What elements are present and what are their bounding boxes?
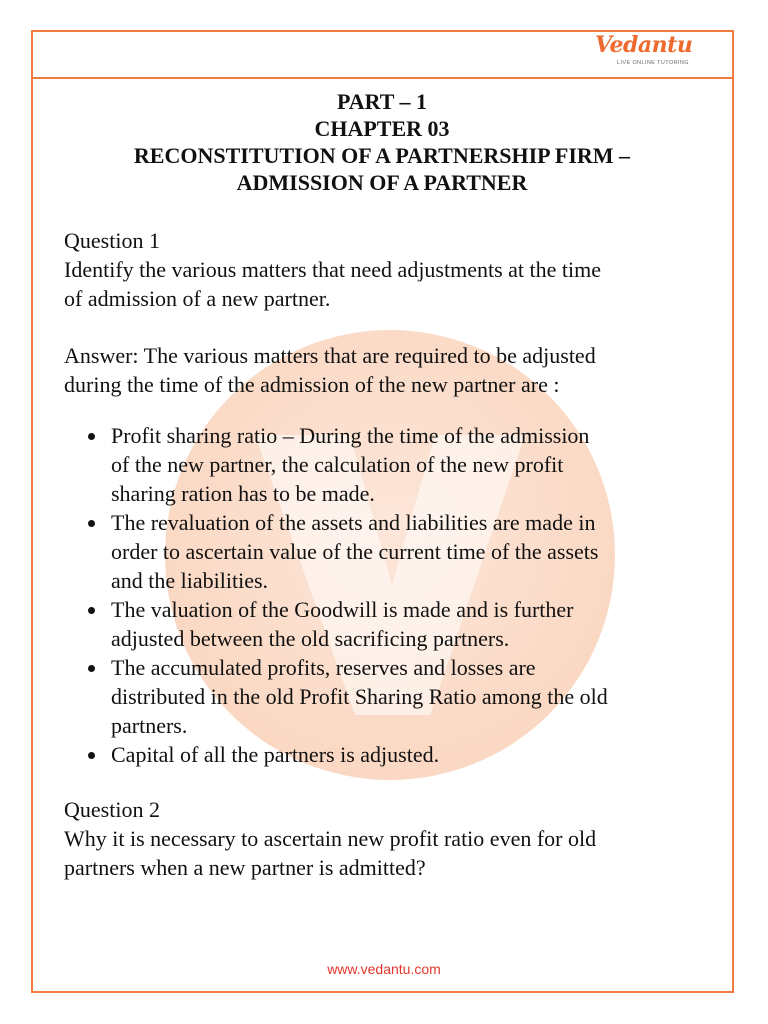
bullet-line: Profit sharing ratio – During the time of the admission [111, 423, 590, 448]
bullet-icon [88, 752, 95, 759]
question-1-label: Question 1 [64, 228, 160, 253]
answer-1-line-2: during the time of the admission of the new partner are : [64, 372, 560, 397]
header-divider [33, 77, 732, 79]
bullet-line: The revaluation of the assets and liabilities are made in [111, 510, 596, 535]
question-1-text-line-2: of admission of a new partner. [64, 286, 331, 311]
bullet-item [64, 653, 704, 740]
bullet-icon [88, 665, 95, 672]
bullet-icon [88, 520, 95, 527]
bullet-line: order to ascertain value of the current time of the assets [111, 539, 599, 564]
part-title: PART – 1 [336, 89, 428, 114]
bullet-line: of the new partner, the calculation of the new profit [111, 452, 564, 477]
vedantu-logo [595, 32, 705, 72]
answer-1-bullet-list [64, 421, 704, 769]
chapter-title-line-2: ADMISSION OF A PARTNER [236, 170, 528, 195]
bullet-item [64, 508, 704, 595]
document-body [64, 88, 704, 882]
chapter-heading [60, 88, 704, 196]
bullet-icon [88, 607, 95, 614]
question-2-text-line-2: partners when a new partner is admitted? [64, 855, 426, 880]
bullet-line: sharing ration has to be made. [111, 481, 375, 506]
question-2-text-line-1: Why it is necessary to ascertain new profit ratio even for old [64, 826, 597, 851]
bullet-line: distributed in the old Profit Sharing Ratio among the old [111, 684, 608, 709]
bullet-line: Capital of all the partners is adjusted. [111, 742, 440, 767]
answer-1-line-1: Answer: The various matters that are required to be adjusted [64, 343, 596, 368]
logo-wordmark: Vedantu [595, 32, 693, 58]
bullet-item [64, 421, 704, 508]
bullet-line: The valuation of the Goodwill is made and is further [111, 597, 574, 622]
chapter-number: CHAPTER 03 [314, 116, 450, 141]
bullet-icon [88, 433, 95, 440]
chapter-title-line-1: RECONSTITUTION OF A PARTNERSHIP FIRM – [133, 143, 631, 168]
bullet-line: adjusted between the old sacrificing partners. [111, 626, 510, 651]
footer-url-link[interactable]: www.vedantu.com [327, 961, 441, 977]
logo-tagline: LIVE ONLINE TUTORING [617, 60, 689, 66]
question-2-label: Question 2 [64, 797, 160, 822]
bullet-line: and the liabilities. [111, 568, 269, 593]
bullet-item [64, 595, 704, 653]
question-1-text-line-1: Identify the various matters that need adjustments at the time [64, 257, 602, 282]
bullet-item [64, 740, 704, 769]
bullet-line: The accumulated profits, reserves and losses are [111, 655, 536, 680]
bullet-line: partners. [111, 713, 188, 738]
